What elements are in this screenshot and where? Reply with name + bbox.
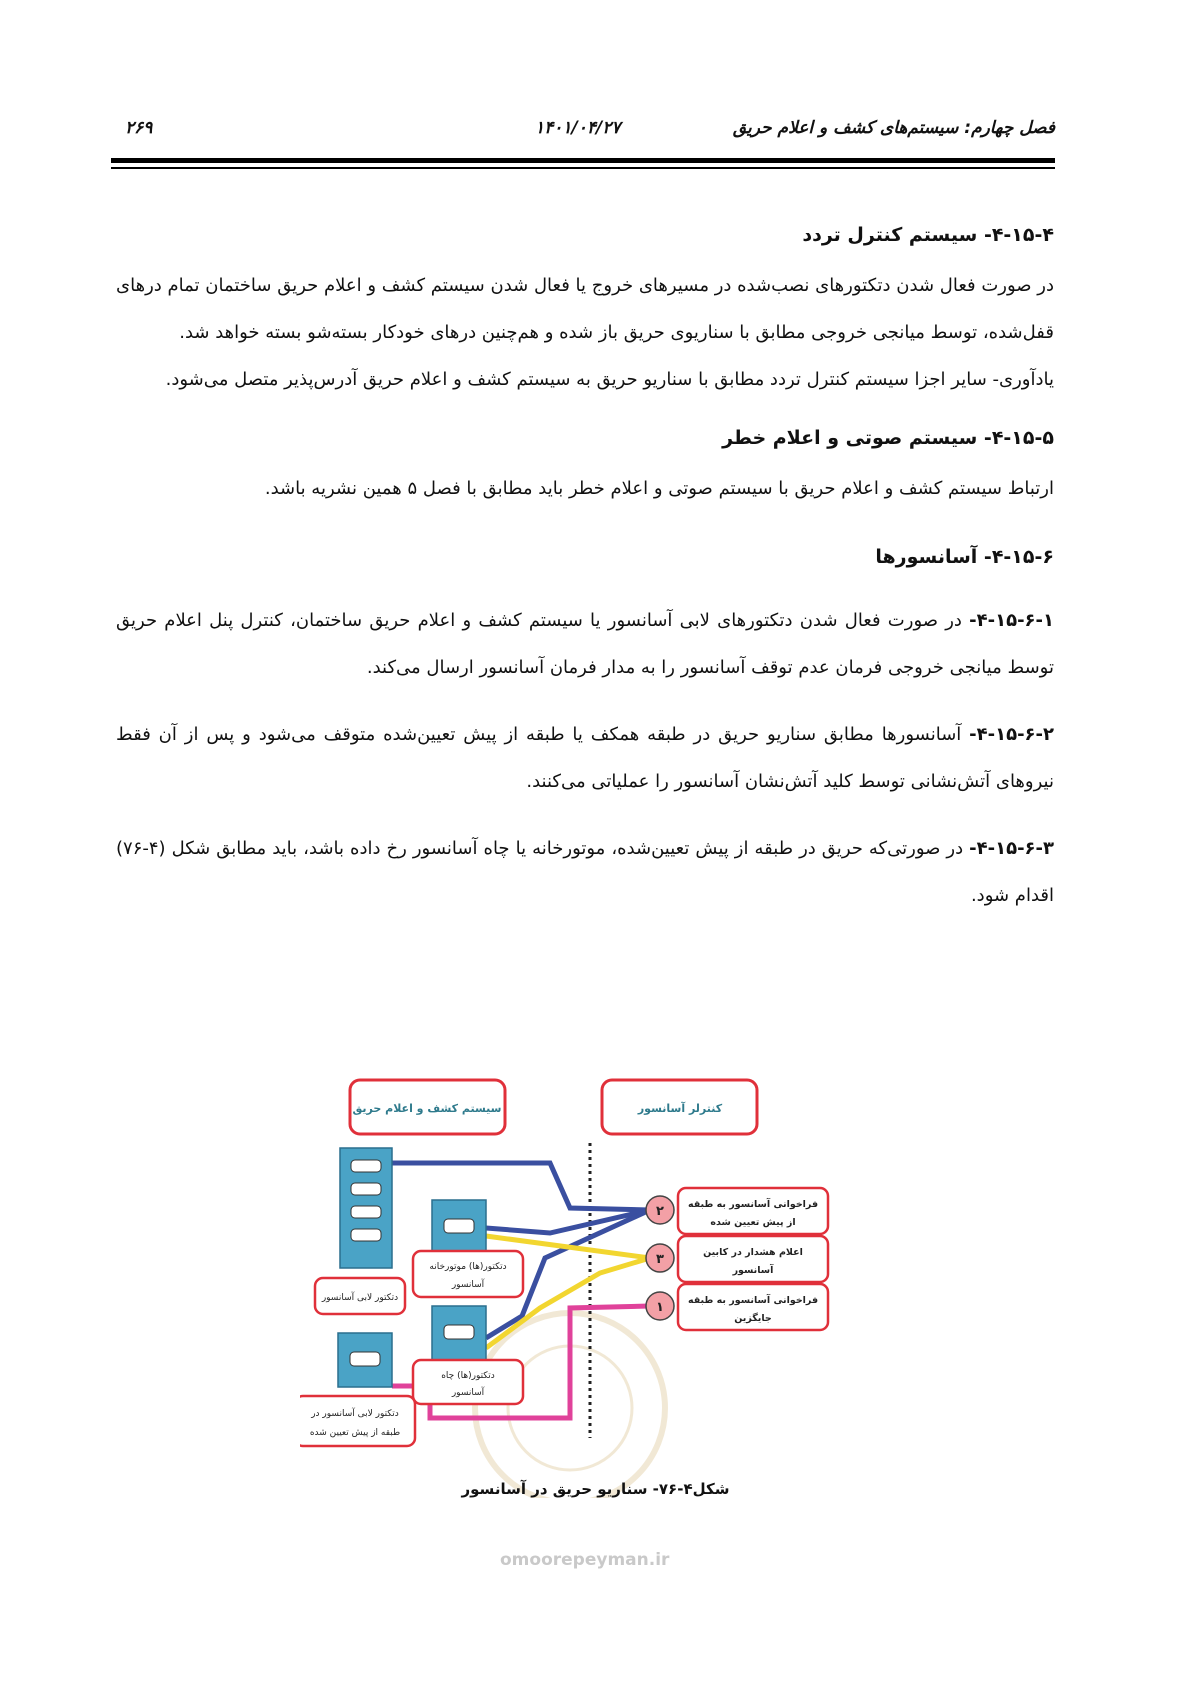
node-2-label: ۲ [656, 1204, 664, 1219]
item-number: ۴-۱۵-۶-۳- [969, 838, 1054, 859]
header-rule-thin [111, 167, 1055, 169]
output-1-line-2: جایگزین [734, 1313, 772, 1324]
detector-lobby-stack [340, 1148, 392, 1268]
paragraph-elevator-item-1 [116, 597, 1054, 691]
box-fire-system [350, 1080, 505, 1134]
output-box-preset-call [678, 1188, 828, 1234]
output-3-line-2: آسانسور [732, 1265, 774, 1276]
box-elevator-controller-label: کنترلر آسانسور [637, 1102, 723, 1115]
label-shaft-text-1: دتکتور(ها) چاه [441, 1371, 495, 1381]
output-box-alternate-call [678, 1284, 828, 1330]
output-box-cabin-alarm [678, 1236, 828, 1282]
detector-preset-lobby [338, 1333, 392, 1387]
node-3 [646, 1244, 674, 1272]
item-text: در صورت فعال شدن دتکتورهای لابی آسانسور یا سیستم کشف و اعلام حریق ساختمان، کنترل پنل اعلام حریق توسط میانجی خروجی فرمان عدم توقف آسانسور را به مدار فرمان آسانسور ارسال می‌کند. [116, 610, 1054, 678]
node-2 [646, 1196, 674, 1224]
elevator-fire-scenario-diagram [300, 1068, 900, 1498]
page-header [111, 118, 1055, 148]
header-rule-thick [111, 158, 1055, 163]
node-1 [646, 1292, 674, 1320]
detector-machine-room [432, 1200, 486, 1254]
section-heading-audio-alarm: ۴-۱۵-۵- سیستم صوتی و اعلام خطر [722, 427, 1054, 449]
output-3-line-1: اعلام هشدار در کابین [703, 1247, 803, 1258]
figure-caption: شکل۴-۷۶- سناریو حریق در آسانسور [461, 1480, 730, 1498]
item-number: ۴-۱۵-۶-۲- [969, 724, 1054, 745]
label-preset-text-2: طبقه از پیش تعیین شده [309, 1428, 401, 1438]
paragraph-audio-alarm: ارتباط سیستم کشف و اعلام حریق با سیستم صوتی و اعلام خطر باید مطابق با فصل ۵ همین نشریه باشد. [264, 478, 1054, 499]
section-heading-access-control: ۴-۱۵-۴- سیستم کنترل تردد [802, 224, 1054, 246]
label-preset-text-1: دتکتور لابی آسانسور در [311, 1409, 399, 1419]
paragraph-elevator-item-3 [116, 825, 1054, 919]
paragraph-access-control: در صورت فعال شدن دتکتورهای نصب‌شده در مسیرهای خروج یا فعال شدن سیستم کشف و اعلام حریق ساختمان تمام درهای قفل‌شده، توسط میانجی خروجی مطابق با سناریوی حریق باز شده و هم‌چنین درهای خودکار بسته‌شو بسته خواهد شد. [116, 275, 1054, 343]
label-machine-room-detector [413, 1251, 523, 1297]
output-2-line-1: فراخوانی آسانسور به طبقه [687, 1199, 819, 1210]
label-machine-room-text-2: آسانسور [451, 1280, 485, 1290]
box-fire-system-label: سیستم کشف و اعلام حریق [352, 1102, 502, 1115]
blue-line-lobby [392, 1163, 650, 1210]
label-shaft-text-2: آسانسور [451, 1388, 485, 1398]
paragraph-elevator-item-2 [116, 711, 1054, 805]
label-lobby-detector-text: دتکتور لابی آسانسور [321, 1293, 399, 1303]
output-2-line-2: از پیش تعیین شده [710, 1217, 796, 1228]
document-date: ۱۴۰۱/۰۴/۲۷ [535, 118, 621, 138]
node-3-label: ۳ [656, 1252, 664, 1267]
label-lobby-detector [315, 1278, 405, 1314]
watermark-url: omoorepeyman.ir [500, 1550, 670, 1570]
label-machine-room-text-1: دتکتور(ها) موتورخانه [429, 1262, 507, 1272]
item-text: در صورتی‌که حریق در طبقه از پیش تعیین‌شده، موتورخانه یا چاه آسانسور رخ داده باشد، باید مطابق شکل (۴-۷۶) اقدام شود. [116, 838, 1054, 906]
page-content [116, 210, 1054, 919]
item-text: آسانسورها مطابق سناریو حریق در طبقه همکف یا طبقه از پیش تعیین‌شده متوقف می‌شود و پس از آن فقط نیروهای آتش‌نشانی توسط کلید آتش‌نشان آسانسور را عملیاتی می‌کنند. [116, 724, 1054, 792]
chapter-title: فصل چهارم: سیستم‌های کشف و اعلام حریق [732, 118, 1055, 138]
page-number: ۲۶۹ [125, 118, 153, 138]
item-number: ۴-۱۵-۶-۱- [969, 610, 1054, 631]
box-elevator-controller [602, 1080, 757, 1134]
node-1-label: ۱ [656, 1300, 664, 1315]
detector-shaft [432, 1306, 486, 1360]
label-preset-lobby-detector [300, 1396, 415, 1446]
label-shaft-detector [413, 1360, 523, 1404]
section-heading-elevators: ۴-۱۵-۶- آسانسورها [875, 546, 1054, 568]
paragraph-note: یادآوری- سایر اجزا سیستم کنترل تردد مطابق با سناریو حریق به سیستم کشف و اعلام حریق آدرس‌پذیر متصل می‌شود. [165, 369, 1054, 390]
output-1-line-1: فراخوانی آسانسور به طبقه [687, 1295, 819, 1306]
